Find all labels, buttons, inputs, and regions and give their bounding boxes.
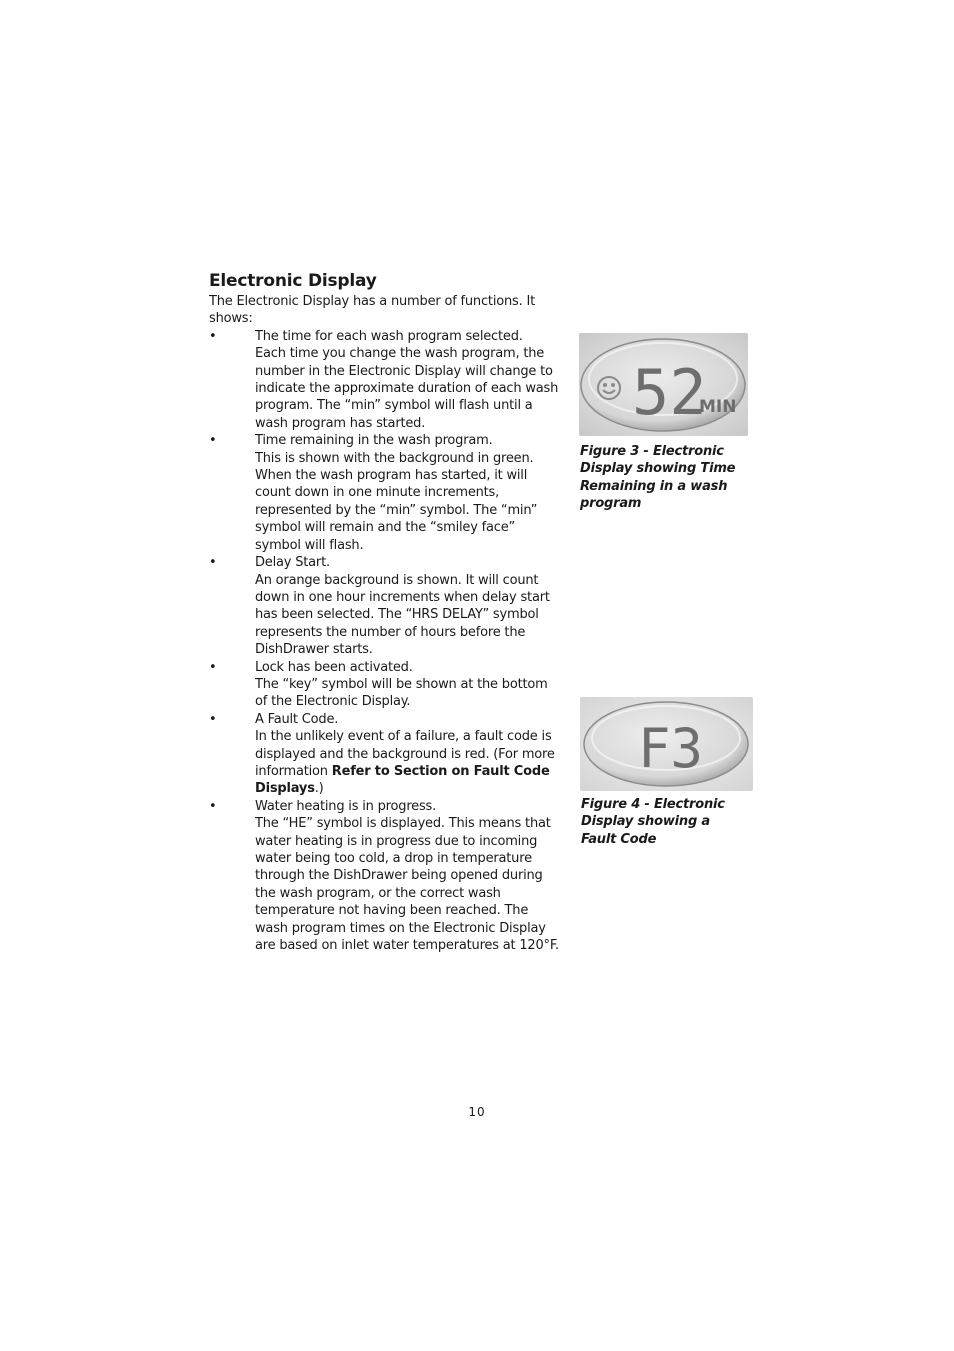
list-item-body: An orange background is shown. It will count down in one hour increments when delay start has been selected. The “HRS DELAY” symbol represents the number of hours before the DishDrawer starts. bbox=[255, 572, 550, 658]
list-item-delay-start bbox=[209, 554, 561, 658]
list-item-title: Time remaining in the wash program. bbox=[255, 433, 493, 449]
list-item-program-time bbox=[209, 328, 561, 432]
min-symbol: MIN bbox=[699, 397, 737, 417]
figure-4-svg bbox=[580, 697, 753, 791]
fault-code-reference: Refer to Section on Fault Code Displays bbox=[255, 763, 550, 797]
bullet-marker: • bbox=[209, 798, 217, 814]
list-item-body: The “HE” symbol is displayed. This means that water heating is in progress due to incoming water being too cold, a drop in temperature through the DishDrawer being opened during the wash program, or the correct wash temperature not having been reached. The wash program times on the Electronic Display are based on inlet water temperatures at 120°F. bbox=[255, 816, 559, 954]
display-digits: 52 bbox=[632, 356, 707, 429]
list-item-lock bbox=[209, 659, 561, 711]
list-item-title: The time for each wash program selected. bbox=[255, 328, 523, 344]
figure-3-svg bbox=[579, 333, 748, 436]
list-item-water-heating bbox=[209, 798, 561, 955]
bullet-marker: • bbox=[209, 328, 217, 344]
body-text-after: .) bbox=[314, 781, 324, 797]
list-item-title: Water heating is in progress. bbox=[255, 798, 437, 814]
list-item-body: The “key” symbol will be shown at the bottom of the Electronic Display. bbox=[255, 676, 548, 710]
list-item-body: This is shown with the background in green. When the wash program has started, it will count down in one minute increments, represented by the “min” symbol. The “min” symbol will remain and the “smiley face” symbol will flash. bbox=[255, 450, 538, 553]
list-item-body bbox=[255, 728, 561, 798]
bullet-marker: • bbox=[209, 433, 217, 449]
list-item-title: A Fault Code. bbox=[255, 711, 339, 727]
list-item-fault-code bbox=[209, 711, 561, 798]
list-item-title: Lock has been activated. bbox=[255, 659, 413, 675]
intro-paragraph: The Electronic Display has a number of functions. It shows: bbox=[209, 294, 535, 327]
bullet-marker: • bbox=[209, 711, 217, 727]
figure-3-caption: Figure 3 - Electronic Display showing Time Remaining in a wash program bbox=[580, 444, 736, 512]
figure-4-caption: Figure 4 - Electronic Display showing a Fault Code bbox=[581, 797, 725, 847]
list-item-title: Delay Start. bbox=[255, 555, 330, 571]
bullet-marker: • bbox=[209, 555, 217, 571]
section-heading: Electronic Display bbox=[209, 271, 377, 291]
list-item-time-remaining bbox=[209, 432, 561, 554]
fault-code-digits: F3 bbox=[638, 717, 704, 780]
list-item-body: Each time you change the wash program, the number in the Electronic Display will change to indicate the approximate duration of each wash program. The “min” symbol will flash until a wash program has started. bbox=[255, 346, 559, 431]
body-text-before: In the unlikely event of a failure, a fault code is displayed and the background is red. (For more information bbox=[255, 729, 555, 779]
bullet-marker: • bbox=[209, 659, 217, 675]
figure-4-display-image bbox=[580, 697, 753, 791]
page-number: 10 bbox=[468, 1105, 486, 1119]
function-list bbox=[209, 328, 561, 955]
body-text bbox=[209, 293, 561, 954]
figure-3-display-image bbox=[579, 333, 748, 436]
